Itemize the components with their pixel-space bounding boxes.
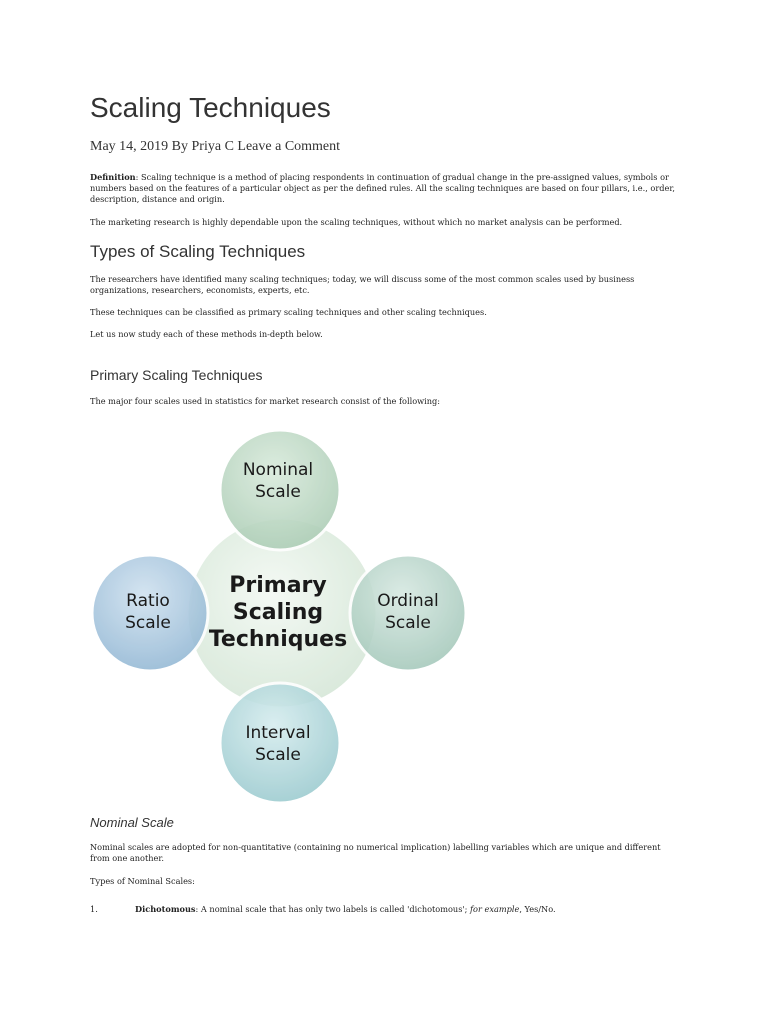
right-label-line2: Scale: [385, 613, 431, 633]
definition-label: Definition: [90, 172, 136, 182]
list-item-term: Dichotomous: [135, 904, 196, 914]
bottom-label-line2: Scale: [255, 745, 301, 765]
types-nominal-paragraph: Types of Nominal Scales:: [90, 876, 195, 886]
list-item-number: 1.: [90, 904, 98, 914]
post-meta: [90, 139, 340, 155]
center-label-line1: Primary: [229, 573, 327, 598]
left-label-line1: Ratio: [126, 591, 170, 611]
post-date: May 14, 2019: [90, 139, 169, 154]
marketing-paragraph: The marketing research is highly dependable upon the scaling techniques, without which no market analysis can be performed.: [90, 217, 623, 227]
top-label-line2: Scale: [255, 482, 301, 502]
top-label-line1: Nominal: [242, 460, 314, 480]
classified-paragraph: These techniques can be classified as primary scaling techniques and other scaling techniques.: [90, 307, 487, 317]
nominal-heading: Nominal Scale: [90, 815, 174, 830]
primary-heading: Primary Scaling Techniques: [90, 367, 263, 383]
list-item-desc: : A nominal scale that has only two labels is called 'dichotomous';: [195, 904, 468, 914]
major-paragraph: The major four scales used in statistics for market research consist of the following:: [90, 396, 441, 406]
bottom-circle: [220, 683, 340, 803]
left-label-line2: Scale: [125, 613, 171, 633]
types-heading: Types of Scaling Techniques: [90, 242, 306, 261]
post-by: By: [171, 139, 189, 154]
researchers-paragraph: The researchers have identified many scaling techniques; today, we will discuss some of the most common scales used by business organizations, researchers, economists, experts, etc.: [90, 274, 635, 295]
center-label-line2: Scaling: [232, 600, 324, 625]
list-item-tail: , Yes/No.: [519, 904, 556, 914]
list-item-text: [135, 904, 556, 915]
study-paragraph: Let us now study each of these methods in-depth below.: [90, 329, 323, 339]
post-author-link[interactable]: Priya C: [191, 139, 234, 154]
bottom-label-line1: Interval: [245, 723, 311, 743]
definition-text: : Scaling technique is a method of placing respondents in continuation of gradual change in the pre-assigned values, symbols or numbers based on the features of a particular object as per the defined rules. All the scaling techniques are based on four pillars, i.e., order, description, distance and origin.: [90, 172, 675, 204]
leave-comment-link[interactable]: Leave a Comment: [237, 139, 341, 154]
list-item-example: for example: [470, 904, 520, 914]
nominal-paragraph: Nominal scales are adopted for non-quantitative (containing no numerical implication) labelling variables which are unique and different from one another.: [90, 842, 661, 863]
page-title: Scaling Techniques: [90, 92, 331, 123]
primary-scaling-diagram: [90, 415, 470, 810]
definition-paragraph: [90, 172, 680, 205]
right-label-line1: Ordinal: [377, 591, 439, 611]
center-label-line3: Techniques: [208, 627, 348, 652]
